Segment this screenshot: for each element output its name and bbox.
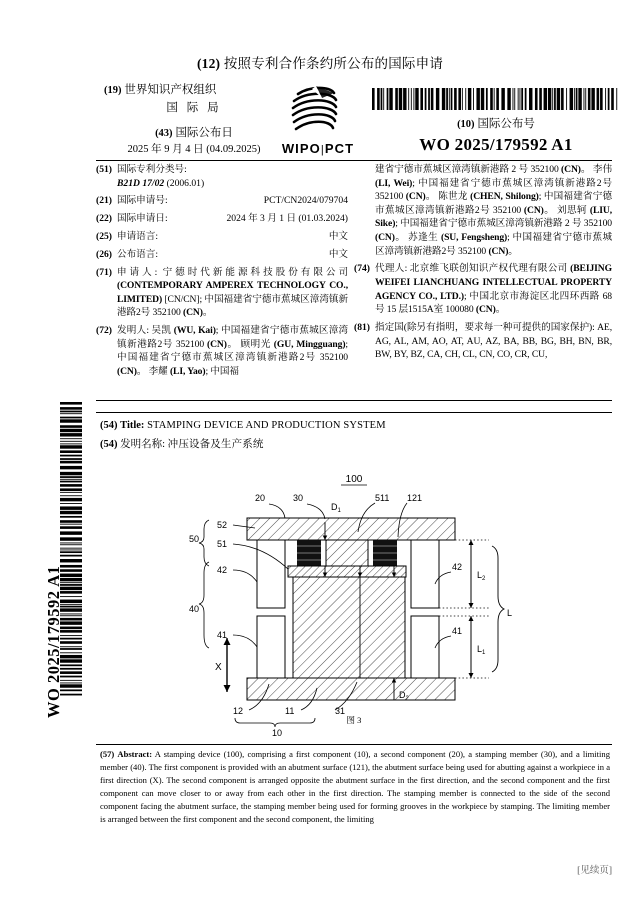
org-code: (19) — [104, 85, 122, 96]
biblio-field-72 — [96, 324, 348, 378]
biblio-row-value: PCT/CN2024/079704 — [263, 195, 348, 207]
biblio-row-value: 中文 — [328, 231, 348, 242]
label-42-left: 42 — [217, 565, 228, 575]
pubnum-value: WO 2025/179592 A1 — [419, 135, 573, 154]
label-52: 52 — [217, 520, 228, 530]
label-42-right: 42 — [452, 562, 463, 572]
dimension-l1: $L_1$ — [477, 644, 486, 656]
dimension-l2: $L_2$ — [477, 570, 486, 582]
label-30: 30 — [293, 493, 304, 503]
pubdate-code: (43) — [155, 127, 173, 139]
biblio-field-body — [375, 262, 612, 316]
biblio-field-code: (72) — [96, 325, 112, 337]
abstract-key: Abstract: — [117, 749, 153, 759]
page-footer: [见续页] — [577, 866, 612, 876]
kind-code: (12) — [196, 56, 221, 71]
figure-drawing — [96, 470, 612, 738]
title-value-en: STAMPING DEVICE AND PRODUCTION SYSTEM — [147, 420, 386, 431]
kind-title: 按照专利合作条约所公布的国际申请 — [223, 56, 444, 71]
label-41-right: 41 — [452, 626, 463, 636]
biblio-field — [354, 163, 612, 258]
ipc-label: 国际专利分类号: — [117, 164, 187, 175]
biblio-paragraph: 申请人: 宁德时代新能源科技股份有限公司 (CONTEMPORARY AMPEREX TECHNOLOGY CO., LIMITED) [CN/CN]; 中国福建省宁德市蕉城区漳湾镇新港路2号 352100 (CN)。 — [117, 266, 348, 319]
divider-biblio-bottom — [96, 400, 612, 401]
ipc-value: B21D 17/02 — [117, 177, 165, 189]
biblio-field-code: (81) — [354, 322, 370, 334]
biblio-field-body — [117, 230, 348, 244]
biblio-field-code: (26) — [96, 248, 112, 260]
figure-assembly-number: 100 — [345, 474, 363, 485]
label-20: 20 — [255, 493, 266, 503]
title-value-zh: 冲压设备及生产系统 — [167, 439, 264, 451]
publication-kind-heading — [0, 52, 640, 72]
pct-text: PCT — [324, 141, 355, 156]
biblio-row — [117, 248, 348, 262]
abstract-block — [100, 748, 610, 826]
biblio-field-22 — [96, 212, 348, 226]
title-row-zh — [100, 435, 610, 454]
divider-top — [96, 160, 612, 161]
publication-number-block — [372, 115, 620, 155]
axis-label-x: X — [215, 662, 222, 673]
pubnum-label: 国际公布号 — [477, 118, 535, 130]
biblio-field-code: (22) — [96, 213, 112, 225]
biblio-row-label: 国际申请日: — [117, 213, 168, 225]
biblio-field-body — [117, 324, 348, 378]
biblio-column-right — [354, 163, 612, 366]
pubnum-code: (10) — [457, 119, 475, 130]
biblio-row-label: 国际申请号: — [117, 195, 168, 207]
title-code-zh: (54) — [100, 439, 118, 451]
label-50: 50 — [189, 534, 200, 544]
biblio-field-code: (25) — [96, 231, 112, 242]
bibliographic-data — [96, 163, 612, 395]
biblio-field-body — [375, 321, 612, 362]
label-31: 31 — [335, 706, 346, 716]
label-41-left: 41 — [217, 630, 228, 640]
biblio-field-81 — [354, 321, 612, 362]
label-11: 11 — [285, 706, 295, 716]
abstract-code: (57) — [100, 749, 115, 759]
biblio-row-value: 中文 — [328, 248, 348, 260]
pubdate-value: 2025 年 9 月 4 日 (04.09.2025) — [127, 144, 261, 156]
stamping-device-cross-section — [189, 470, 519, 738]
biblio-field-body — [117, 248, 348, 262]
biblio-field-21 — [96, 194, 348, 208]
title-code-en: (54) — [100, 420, 118, 431]
org-name-line1: 世界知识产权组织 — [124, 84, 217, 96]
label-121: 121 — [407, 493, 423, 503]
label-10: 10 — [271, 728, 283, 738]
wipo-wordmark — [272, 141, 364, 156]
issuing-office-block — [104, 82, 284, 159]
figure-caption: 图 3 — [346, 715, 362, 725]
divider-abstract-top — [96, 744, 612, 745]
label-51: 51 — [217, 539, 228, 549]
title-row-en — [100, 416, 610, 435]
biblio-field-body — [375, 163, 612, 258]
biblio-field-code: (21) — [96, 195, 112, 207]
biblio-column-left — [96, 163, 348, 383]
biblio-field-25 — [96, 230, 348, 244]
abstract-text: A stamping device (100), comprising a first component (10), a second component (20), a stamping member (30), and a limiting member (40). The first component is provided with an abutment surface (121), the abutment surface being used for abutting against a workpiece in a first direction (X). The second component is arranged opposite the abutment surface in the first direction, and the second component and the first component can move closer to or away from each other in the first direction. The stamping member is connected to the side of the second component facing the abutment surface, the stamping member being used for forming grooves in the workpiece by stamping. The limiting member is arranged between the first component and the second component, the limiting — [100, 749, 610, 824]
biblio-field-code: (51) — [96, 164, 112, 175]
biblio-paragraph: 代理人: 北京维飞联创知识产权代理有限公司 (BEIJING WEIFEI LIANCHUANG INTELLECTUAL PROPERTY AGENCY CO., LTD.); 中国北京市海淀区北四环西路 68 号 15 层1515A室 100080 (CN)。 — [375, 263, 612, 316]
dimension-d1: $D_1$ — [331, 502, 341, 514]
biblio-row-label: 公布语言: — [117, 248, 159, 260]
label-40: 40 — [189, 604, 200, 614]
invention-title-block — [100, 416, 610, 455]
ipc-value-row: B21D 17/02 (2006.01) — [117, 177, 205, 189]
org-name-line2: 国 际 局 — [166, 101, 222, 114]
biblio-row-label: 申请语言: — [117, 231, 159, 242]
biblio-row — [117, 212, 348, 226]
biblio-field-code: (74) — [354, 263, 370, 275]
divider-title-top — [96, 412, 612, 413]
label-12: 12 — [233, 706, 244, 716]
biblio-field-51 — [96, 163, 348, 190]
title-key-zh: 发明名称: — [120, 439, 166, 451]
wipo-separator: | — [320, 144, 325, 156]
biblio-field-body — [117, 266, 348, 320]
spine-publication-number: WO 2025/179592 A1 — [44, 565, 63, 718]
pubdate-label: 国际公布日 — [175, 126, 233, 139]
biblio-field-26 — [96, 248, 348, 262]
biblio-field-body — [117, 163, 348, 190]
biblio-paragraph: 建省宁德市蕉城区漳湾镇新港路 2 号 352100 (CN)。 李伟 (LI, Wei); 中国福建省宁德市蕉城区漳湾镇新港路2号 352100 (CN)。 陈世龙 (CHEN, Shilong); 中国福建省宁德市蕉城区漳湾镇新港路2号 352100 (CN)。 刘思轲 (LIU, Sike); 中国福建省宁德市蕉城区漳湾镇新港路 2 号 352100 (CN)。 苏逢生 (SU, Fengsheng); 中国福建省宁德市蕉城区漳湾镇新港路2号 352100 (CN)。 — [375, 164, 612, 257]
biblio-paragraph: 指定国(除另有指明，要求每一种可提供的国家保护): AE, AG, AL, AM, AO, AT, AU, AZ, BA, BB, BG, BH, BN, BR, BW, BY, BZ, CA, CH, CL, CN, CO, CR, CU, — [375, 322, 612, 361]
biblio-row — [117, 194, 348, 208]
wipo-logo — [272, 84, 364, 156]
biblio-field-71 — [96, 266, 348, 320]
title-key-en: Title: — [120, 420, 145, 431]
dimension-d2: $D_2$ — [399, 690, 409, 702]
biblio-field-code: (71) — [96, 266, 112, 278]
publication-barcode — [372, 88, 620, 110]
biblio-field-body — [117, 194, 348, 208]
biblio-paragraph: 发明人: 吴凯 (WU, Kai); 中国福建省宁德市蕉城区漳湾镇新港路2号 352100 (CN)。 顾明光 (GU, Mingguang); 中国福建省宁德市蕉城区漳湾镇新港路2号 352100 (CN)。 李耀 (LI, Yao); 中国福 — [117, 325, 348, 378]
biblio-row-value: 2024 年 3 月 1 日 (01.03.2024) — [226, 213, 348, 225]
wipo-spiral-icon — [272, 84, 364, 140]
dimension-l: L — [507, 608, 513, 618]
label-511: 511 — [375, 493, 390, 503]
wipo-text: WIPO — [281, 141, 321, 156]
biblio-field-74 — [354, 262, 612, 316]
biblio-field-body — [117, 212, 348, 226]
biblio-row — [117, 230, 348, 244]
